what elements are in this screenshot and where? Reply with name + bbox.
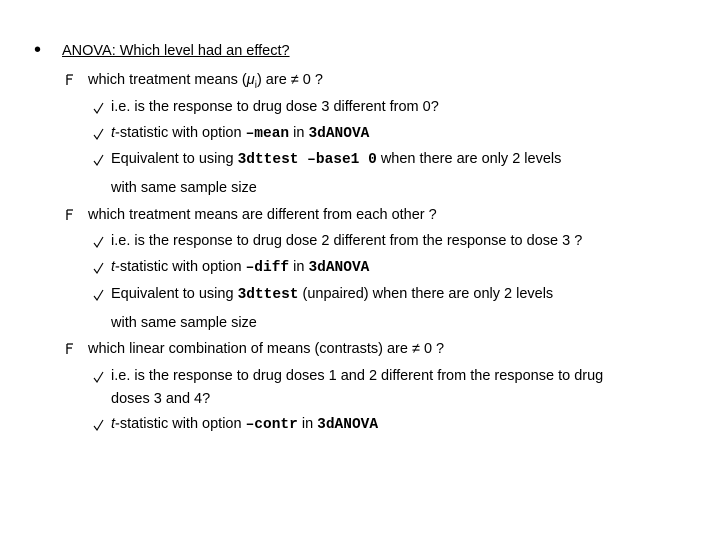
sec2-item3-text-a: Equivalent to using — [111, 286, 238, 302]
sec2-item2-in: in — [289, 259, 309, 275]
code-option: –contr — [245, 417, 298, 433]
sec1-heading-text-a: which treatment means ( — [88, 72, 247, 88]
sec1-item3-text-a: Equivalent to using — [111, 151, 238, 167]
code-program: 3dANOVA — [308, 260, 370, 276]
sec3-item2-in: in — [297, 416, 318, 432]
sec1-item3-continued: with same sample size — [111, 180, 257, 196]
sec1-item2-in: in — [289, 125, 309, 141]
code-program: 3dANOVA — [308, 126, 370, 142]
sec1-item3 — [111, 150, 561, 169]
sec2-item3 — [111, 285, 553, 304]
code-option: –mean — [245, 126, 290, 142]
code-program: 3dANOVA — [317, 417, 379, 433]
sec1-item2-text: -statistic with option — [115, 125, 246, 141]
code-command: 3dttest — [237, 287, 299, 303]
check-bullet-icon — [92, 100, 104, 116]
sec2-item2-text: -statistic with option — [115, 259, 246, 275]
mu-symbol: μ — [246, 72, 255, 88]
check-bullet-icon — [92, 126, 104, 142]
slide-title: ANOVA: Which level had an effect? — [62, 43, 290, 59]
sec1-heading — [88, 71, 323, 95]
sec2-item2 — [111, 258, 369, 277]
sec3-item2 — [111, 415, 378, 434]
check-bullet-icon — [92, 417, 104, 433]
sec3-heading: which linear combination of means (contrasts) are ≠ 0 ? — [88, 341, 445, 357]
sec3-item2-text: -statistic with option — [115, 416, 246, 432]
check-bullet-icon — [92, 260, 104, 276]
sec1-item2 — [111, 124, 369, 143]
sec2-item3-continued: with same sample size — [111, 315, 257, 331]
code-command: 3dttest –base1 0 — [237, 152, 377, 168]
sec3-item1-line1: i.e. is the response to drug doses 1 and 2 different from the response to drug — [111, 368, 604, 384]
arrow-bullet-icon — [64, 73, 76, 89]
check-bullet-icon — [92, 152, 104, 168]
check-bullet-icon — [92, 234, 104, 250]
mu-subscript: i — [254, 79, 257, 91]
t-letter: t — [111, 259, 116, 275]
sec2-item1: i.e. is the response to drug dose 2 different from the response to dose 3 ? — [111, 233, 583, 249]
check-bullet-icon — [92, 287, 104, 303]
t-letter: t — [111, 416, 116, 432]
sec1-heading-text-b: ) are ≠ 0 ? — [256, 72, 323, 88]
arrow-bullet-icon — [64, 208, 76, 224]
sec2-item3-text-b: (unpaired) when there are only 2 levels — [298, 286, 554, 302]
t-letter: t — [111, 125, 116, 141]
check-bullet-icon — [92, 369, 104, 385]
sec2-heading: which treatment means are different from each other ? — [88, 207, 437, 223]
sec1-item1: i.e. is the response to drug dose 3 different from 0? — [111, 99, 439, 115]
sec1-item3-text-b: when there are only 2 levels — [376, 151, 562, 167]
code-option: –diff — [245, 260, 290, 276]
bullet-icon: • — [34, 39, 42, 61]
arrow-bullet-icon — [64, 342, 76, 358]
sec3-item1-line2: doses 3 and 4? — [111, 391, 211, 407]
